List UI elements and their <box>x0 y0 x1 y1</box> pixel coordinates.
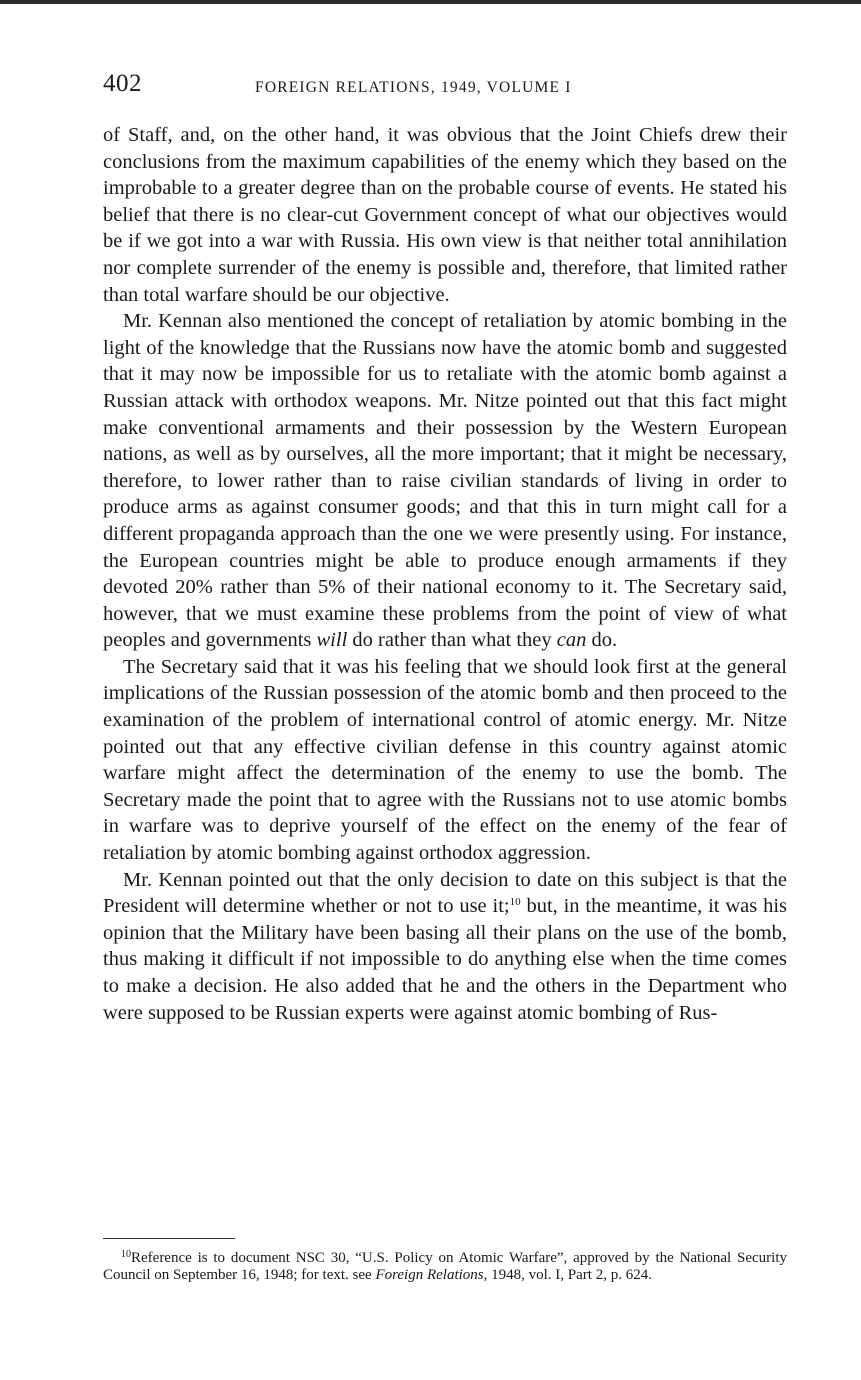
paragraph-2-emphasis-can: can <box>556 629 587 652</box>
footnote-separator <box>103 1238 235 1239</box>
footnote-emphasis: Foreign Relations <box>375 1267 484 1284</box>
body-text <box>103 122 787 1026</box>
paragraph-2-part-3: do. <box>586 629 618 652</box>
paragraph-4 <box>103 867 787 1027</box>
running-title: FOREIGN RELATIONS, 1949, VOLUME I <box>255 79 572 96</box>
paragraph-4-part-1: Mr. Kennan pointed out that the only decision to date on this subject is that the President will determine whether or not to use it; <box>103 868 787 918</box>
paragraph-2-part-2: do rather than what they <box>347 629 557 652</box>
paragraph-4-part-2: but, in the meantime, it was his opinion that the Military have been basing all their plans on the use of the bomb, thus making it difficult if not impossible to do anything else when the time comes to make a decision. He also added that he and the others in the Department who were supposed to be Russian experts were against atomic bombing of Rus- <box>103 895 787 1024</box>
page-header <box>103 70 793 110</box>
paragraph-2-part-1: Mr. Kennan also mentioned the concept of retaliation by atomic bombing in the light of the knowledge that the Russians now have the atomic bomb and suggested that it may now be impossible for us to retaliate with the atomic bomb against a Russian attack with orthodox weapons. Mr. Nitze pointed out that this fact might make conventional armaments and their possession by the Western European nations, as well as by ourselves, all the more important; that it might be necessary, therefore, to lower rather than to raise civilian standards of living in order to produce arms as against consumer goods; and that this in turn might call for a different propaganda approach than the one we were presently using. For instance, the European countries might be able to produce enough armaments if they devoted 20% rather than 5% of their national economy to it. The Secretary said, however, that we must examine these problems from the point of view of what peoples and governments <box>103 310 787 652</box>
footnote <box>103 1250 787 1285</box>
footnote-reference: 10 <box>509 896 521 909</box>
paragraph-3: The Secretary said that it was his feeling that we should look first at the general implications of the Russian possession of the atomic bomb and then proceed to the examination of the problem of international control of atomic energy. Mr. Nitze pointed out that any effective civilian defense in this country against atomic warfare might affect the determination of the enemy to use the bomb. The Secretary made the point that to agree with the Russians not to use atomic bombs in warfare was to deprive yourself of the effect on the enemy of the fear of retaliation by atomic bombing against orthodox aggression. <box>103 655 787 865</box>
footnote-part-1: Reference is to document NSC 30, “U.S. Policy on Atomic Warfare”, approved by the National Security Council on September 16, 1948; for text. see <box>103 1250 787 1284</box>
paragraph-2 <box>103 308 787 654</box>
footnote-number: 10 <box>121 1249 131 1260</box>
paragraph-1: of Staff, and, on the other hand, it was obvious that the Joint Chiefs drew their conclusions from the maximum capabilities of the enemy which they based on the improbable to a greater degree than on the probable course of events. He stated his belief that there is no clear-cut Government concept of what our objectives would be if we got into a war with Russia. His own view is that neither total annihilation nor complete surrender of the enemy is possible and, therefore, that limited rather than total warfare should be our objective. <box>103 124 787 306</box>
paragraph-2-emphasis-will: will <box>316 629 348 652</box>
footnote-part-2: , 1948, vol. I, Part 2, p. 624. <box>483 1267 652 1284</box>
page-number: 402 <box>103 70 142 97</box>
top-border-rule <box>0 0 861 4</box>
